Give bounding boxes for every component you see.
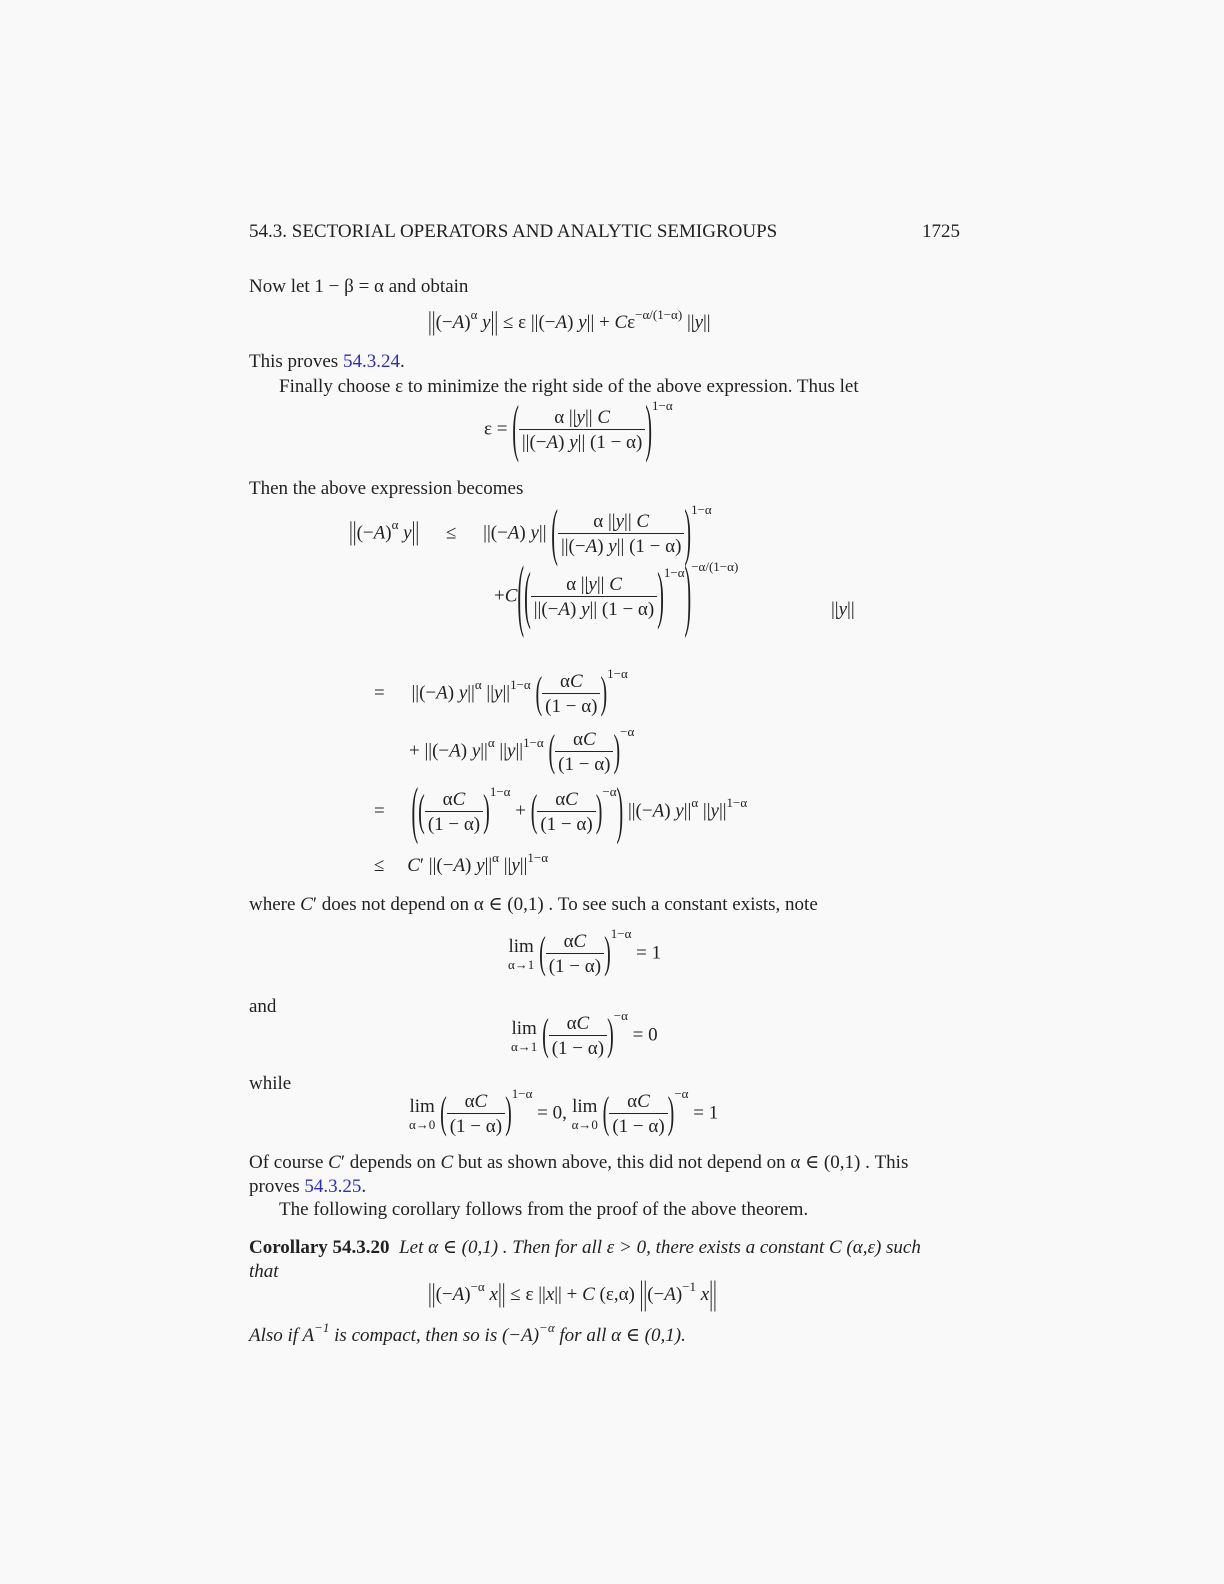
text-now-let: Now let 1 − β = α and obtain — [249, 276, 469, 297]
corollary-statement: Corollary 54.3.20 Let α ∈ (0,1) . Then for all ε > 0, there exists a constant C (α,ε) such — [249, 1237, 921, 1258]
limit-equation-3: lim α→0 ( $\frac{\alpha C}{(1 - \alpha)}$ )$^{1-\alpha}$ = 0, lim α→0 ( $\frac{\alpha C}{(1 - \alpha)}$ )$^{-\alpha}$ = 1 — [409, 1086, 719, 1139]
limit-equation-2: lim α→1 ( $\frac{\alpha C}{(1 - \alpha)}$ )$^{-\alpha}$ = 0 — [511, 1008, 658, 1061]
running-title: 54.3. SECTORIAL OPERATORS AND ANALYTIC SEMIGROUPS — [249, 221, 778, 242]
derivation-norm-y: ||y|| — [831, 599, 855, 620]
derivation-line-1: $||(-A)^\alpha$ y|| ≤ ||(−A) y|| ( $\frac{\alpha ||y|| C}{||(-A) y|| (1 - \alpha)}$ )$^{1-\alpha}$ — [349, 498, 712, 570]
derivation-line-5: = (( $\frac{\alpha C}{(1 - \alpha)}$ )$^{1-\alpha}$ + ( $\frac{\alpha C}{(1 - \alpha)}$ )$^{-\alpha}$) ||(−A) $y||^\alpha$ $||y||^{1-\alpha}$ — [374, 776, 748, 848]
text-where-c-prime: where C′ does not depend on α ∈ (0,1) . To see such a constant exists, note — [249, 894, 818, 915]
text-while: while — [249, 1073, 292, 1094]
text-finally-choose: Finally choose ε to minimize the right side of the above expression. Thus let — [279, 376, 859, 397]
corollary-label: Corollary 54.3.20 — [249, 1237, 390, 1258]
text-of-course: Of course C′ depends on C but as shown above, this did not depend on α ∈ (0,1) . This — [249, 1152, 909, 1173]
text-then-above: Then the above expression becomes — [249, 478, 524, 499]
corollary-that: that — [249, 1261, 279, 1282]
derivation-line-2: +C(( $\frac{\alpha ||y|| C}{||(-A) y|| (1 - \alpha)}$ )$^{1-\alpha}$)$^{-\alpha/(1-\alpha)}$ — [494, 553, 739, 641]
corollary-compact: Also if $A^{-1}$ is compact, then so is $(-A)^{-\alpha}$ for all α ∈ (0,1). — [249, 1320, 686, 1346]
equation-epsilon: ε = ( $\frac{\alpha ||y|| C}{||(-A) y|| (1 - \alpha)}$ )$^{1-\alpha}$ — [484, 394, 673, 466]
limit-equation-1: lim α→1 ( $\frac{\alpha C}{(1 - \alpha)}$ )$^{1-\alpha}$ = 1 — [508, 926, 662, 979]
text-this-proves: This proves 54.3.24. — [249, 351, 405, 372]
derivation-line-3: = ||(−A) $y||^\alpha$ $||y||^{1-\alpha}$ ( $\frac{\alpha C}{(1 - \alpha)}$ )$^{1-\alpha}$ — [374, 666, 628, 719]
text-and: and — [249, 996, 277, 1017]
derivation-line-4: + ||(−A) $y||^\alpha$ $||y||^{1-\alpha}$ ( $\frac{\alpha C}{(1 - \alpha)}$ )$^{-\alpha}$ — [409, 724, 635, 777]
corollary-equation: $||(-A)^{-\alpha}$ x|| ≤ ε ||x|| + C (ε,α) $||(-A)^{-1}$ x|| — [428, 1275, 717, 1314]
ref-54-3-24[interactable]: 54.3.24 — [342, 351, 400, 372]
derivation-line-6: ≤ C′ ||(−A) $y||^\alpha$ $||y||^{1-\alpha}$ — [374, 850, 549, 876]
equation-1: $||(-A)^\alpha$ y|| ≤ ε ||(−A) $y|| + C\varepsilon^{-\alpha/(1-\alpha)}$ ||y|| — [428, 307, 711, 338]
text-proves: proves 54.3.25. — [249, 1176, 367, 1197]
text-following-corollary: The following corollary follows from the proof of the above theorem. — [279, 1199, 809, 1220]
ref-54-3-25[interactable]: 54.3.25 — [304, 1176, 362, 1197]
page-number: 1725 — [922, 221, 960, 242]
